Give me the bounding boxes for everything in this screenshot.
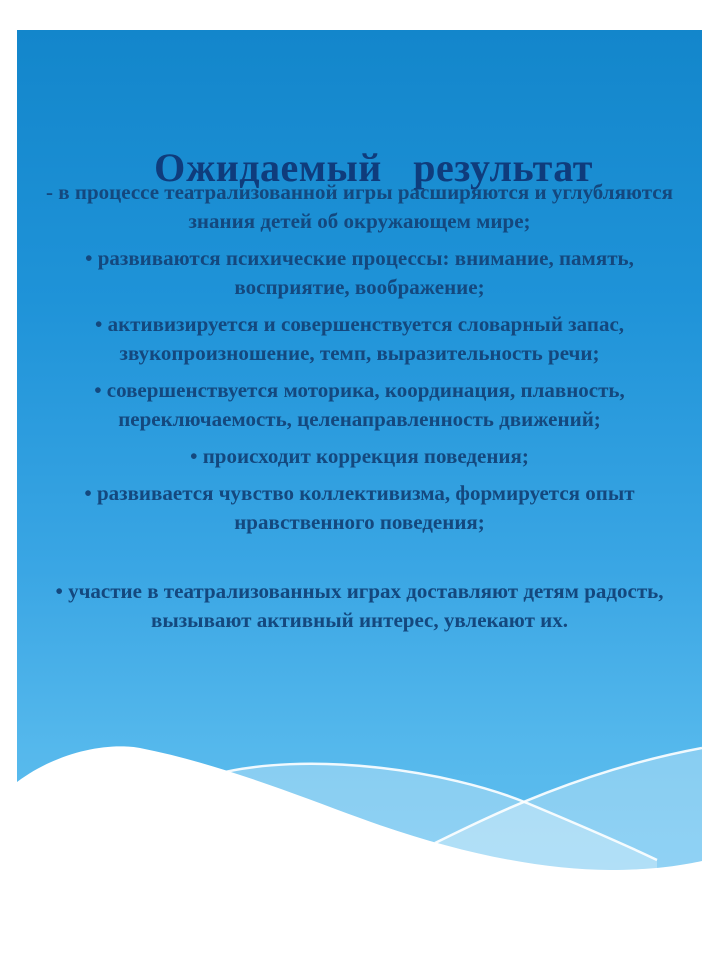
slide-body-text [25,178,694,643]
bullet-paragraph: • активизируется и совершенствуется словарный запас, звукопроизношение, темп, выразительность речи; [94,312,625,365]
bullet-paragraph: • развиваются психические процессы: внимание, память, восприятие, воображение; [85,246,634,299]
bullet-paragraph: • происходит коррекция поведения; [190,444,529,468]
slide-title: Ожидаемый результат [154,145,593,190]
presentation-slide [17,30,702,930]
bottom-wave-decoration [17,670,702,930]
bullet-paragraph: - в процессе театрализованной игры расширяются и углубляются знания детей об окружающем мире; [46,180,673,233]
bullet-paragraph: • участие в театрализованных играх доставляют детям радость, вызывают активный интерес, увлекают их. [55,579,664,632]
bullet-paragraph [25,545,694,569]
bullet-paragraph: • развивается чувство коллективизма, формируется опыт нравственного поведения; [84,481,635,534]
bullet-paragraph: • совершенствуется моторика, координация, плавность, переключаемость, целенаправленность движений; [94,378,625,431]
